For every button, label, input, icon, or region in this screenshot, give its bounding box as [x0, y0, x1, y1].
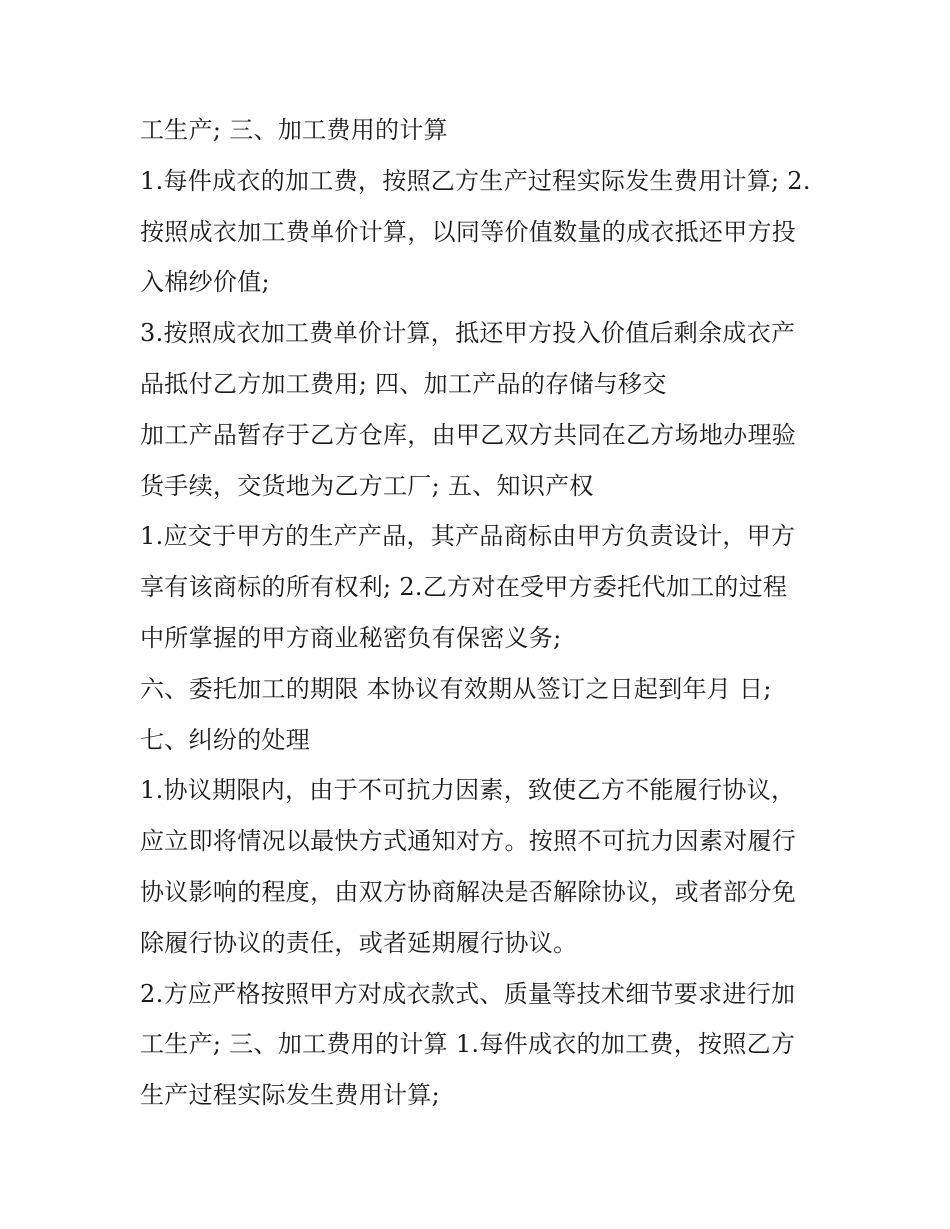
text-line: 中所掌握的甲方商业秘密负有保密义务;: [140, 623, 562, 652]
text-line: 1.应交于甲方的生产产品，其产品商标由甲方负责设计，甲方: [140, 522, 796, 551]
text-line: 2.方应严格按照甲方对成衣款式、质量等技术细节要求进行加: [140, 979, 796, 1008]
text-line: 应立即将情况以最快方式通知对方。按照不可抗力因素对履行: [140, 827, 797, 856]
text-line: 六、委托加工的期限 本协议有效期从签订之日起到年月 日;: [140, 674, 772, 703]
text-line: 3.按照成衣加工费单价计算，抵还甲方投入价值后剩余成衣产: [140, 319, 796, 348]
text-line: 按照成衣加工费单价计算，以同等价值数量的成衣抵还甲方投: [140, 217, 797, 246]
text-line: 生产过程实际发生费用计算;: [140, 1081, 440, 1110]
text-line: 协议影响的程度，由双方协商解决是否解除协议，或者部分免: [140, 877, 797, 906]
text-line: 1.每件成衣的加工费，按照乙方生产过程实际发生费用计算; 2.: [140, 166, 811, 195]
text-line: 工生产; 三、加工费用的计算 1.每件成衣的加工费，按照乙方: [140, 1030, 796, 1059]
text-line: 货手续，交货地为乙方工厂; 五、知识产权: [140, 471, 594, 500]
text-line: 加工产品暂存于乙方仓库，由甲乙双方共同在乙方场地办理验: [140, 420, 797, 449]
text-line: 1.协议期限内，由于不可抗力因素，致使乙方不能履行协议，: [140, 776, 796, 805]
text-line: 除履行协议的责任，或者延期履行协议。: [140, 928, 578, 957]
text-line: 七、纠纷的处理: [140, 725, 311, 754]
text-line: 工生产; 三、加工费用的计算: [140, 116, 448, 144]
document-body: [140, 108, 830, 1124]
text-line: 入棉纱价值;: [140, 268, 270, 297]
text-line: 享有该商标的所有权利; 2.乙方对在受甲方委托代加工的过程: [140, 573, 788, 602]
text-line: 品抵付乙方加工费用; 四、加工产品的存储与移交: [140, 369, 667, 398]
